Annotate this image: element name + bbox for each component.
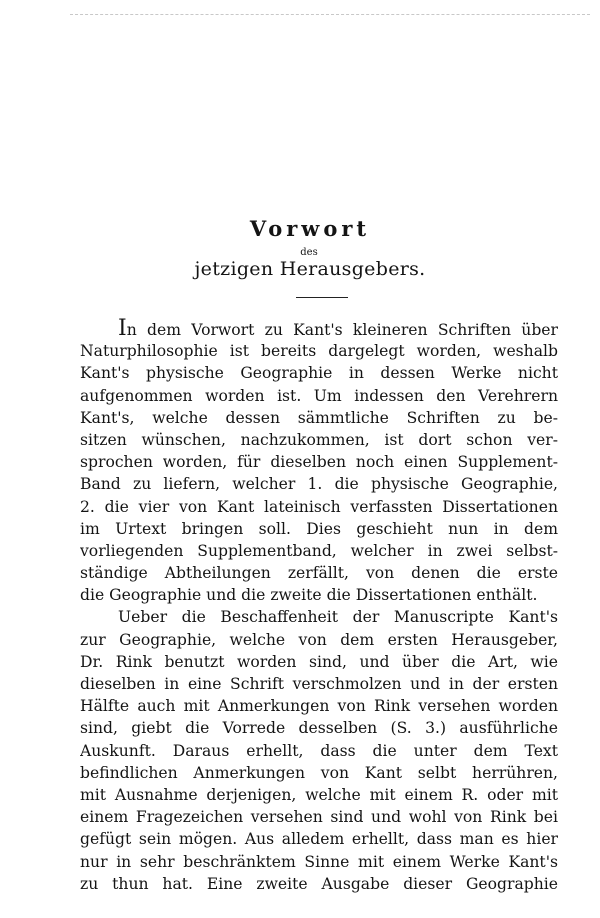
title-divider [296, 297, 348, 298]
text-line [80, 318, 558, 340]
text-line: Hälfte auch mit Anmerkungen von Rink versehen worden [80, 697, 558, 716]
text-line: sitzen wünschen, nachzukommen, ist dort schon ver- [80, 430, 558, 449]
text-line: zu thun hat. Eine zweite Ausgabe dieser Geographie [80, 874, 558, 893]
text-line: Kant's, welche dessen sämmtliche Schriften zu be- [80, 408, 558, 427]
initial-letter: I [118, 318, 127, 341]
text-line: Ueber die Beschaffenheit der Manuscripte Kant's [118, 608, 558, 627]
text-line: Band zu liefern, welcher 1. die physische Geographie, [80, 475, 558, 494]
text-line: befindlichen Anmerkungen von Kant selbt herrühren, [80, 763, 558, 782]
text-line: ständige Abtheilungen zerfällt, von denen die erste [80, 564, 558, 583]
text-line: Naturphilosophie ist bereits dargelegt worden, weshalb [80, 342, 558, 361]
text-line: zur Geographie, welche von dem ersten Herausgeber, [80, 630, 558, 649]
text-line: die Geographie und die zweite die Dissertationen enthält. [80, 586, 538, 605]
text-line: sprochen worden, für dieselben noch einen Supplement- [80, 453, 558, 472]
text-line: sind, giebt die Vorrede desselben (S. 3.) ausführliche [80, 719, 558, 738]
text-line: nur in sehr beschränktem Sinne mit einem Werke Kant's [80, 852, 558, 871]
text-line: einem Fragezeichen versehen sind und wohl von Rink bei [80, 808, 558, 827]
text-line: mit Ausnahme derjenigen, welche mit einem R. oder mit [80, 785, 558, 804]
text-line: Dr. Rink benutzt worden sind, und über die Art, wie [80, 652, 558, 671]
line-text: n dem Vorwort zu Kant's kleineren Schriften über [126, 321, 558, 339]
top-rule [70, 14, 590, 15]
text-line: gefügt sein mögen. Aus alledem erhellt, dass man es hier [80, 830, 558, 849]
page-subtitle: jetzigen Herausgebers. [194, 258, 426, 280]
text-line: im Urtext bringen soll. Dies geschieht nun in dem [80, 519, 558, 538]
text-line: Kant's physische Geographie in dessen Werke nicht [80, 364, 558, 383]
text-line: aufgenommen worden ist. Um indessen den Verehrern [80, 386, 558, 405]
page-title: Vorwort [249, 216, 371, 241]
title-connector: des [300, 247, 318, 258]
text-line: 2. die vier von Kant lateinisch verfassten Dissertationen [80, 497, 558, 516]
text-line: Auskunft. Daraus erhellt, dass die unter dem Text [80, 741, 558, 760]
text-line: dieselben in eine Schrift verschmolzen und in der ersten [80, 675, 558, 693]
text-line: vorliegenden Supplementband, welcher in zwei selbst- [80, 541, 558, 560]
body-text [80, 318, 558, 895]
